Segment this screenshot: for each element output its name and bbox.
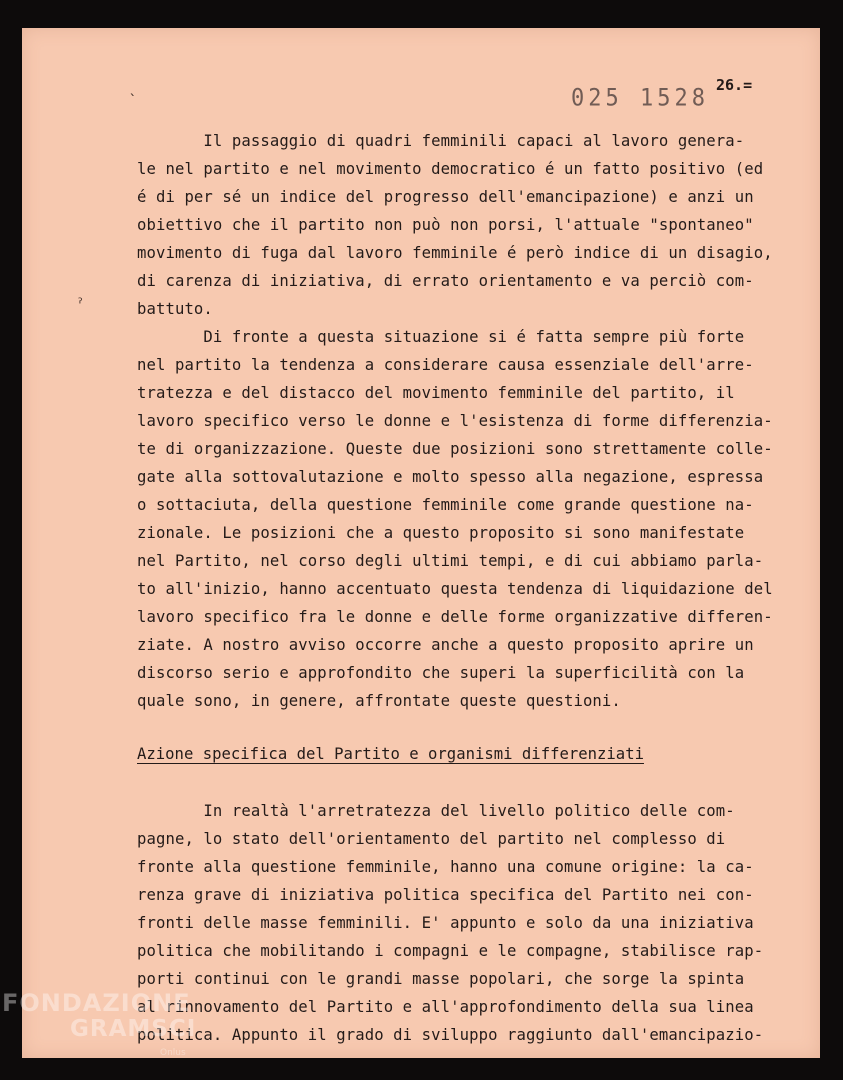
text-line: ziate. A nostro avviso occorre anche a questo proposito aprire un [137,636,754,654]
watermark-line-2: GRAMSCI [70,1016,197,1042]
text-line: o sottaciuta, della questione femminile come grande questione na- [137,496,754,514]
archive-stamp-number: 025 1528 [571,85,709,112]
page-number: 26.= [716,76,753,94]
text-line: te di organizzazione. Queste due posizioni sono strettamente colle- [137,440,773,458]
text-line: al rinnovamento del Partito e all'approfondimento della sua linea [137,998,754,1016]
text-line: le nel partito e nel movimento democratico é un fatto positivo (ed [137,160,764,178]
text-line: renza grave di iniziativa politica specifica del Partito nei con- [137,886,754,904]
text-line: di carenza di iniziativa, di errato orientamento e va perciò com- [137,272,754,290]
fondazione-gramsci-watermark [2,990,196,1042]
text-line: nel partito la tendenza a considerare causa essenziale dell'arre- [137,356,754,374]
text-line: tratezza e del distacco del movimento femminile del partito, il [137,384,735,402]
text-line: politica che mobilitando i compagni e le compagne, stabilisce rap- [137,942,764,960]
section-heading: Azione specifica del Partito e organismi differenziati [137,745,644,763]
text-line: Di fronte a questa situazione si é fatta sempre più forte [137,328,745,346]
text-line: politica. Appunto il grado di sviluppo raggiunto dall'emancipazio- [137,1026,764,1044]
watermark-subtitle: Onlus [160,1048,186,1058]
text-line: Il passaggio di quadri femminili capaci al lavoro genera- [137,132,745,150]
text-line: porti continui con le grandi masse popolari, che sorge la spinta [137,970,745,988]
text-line: obiettivo che il partito non può non porsi, l'attuale "spontaneo" [137,216,754,234]
text-line: movimento di fuga dal lavoro femminile é però indice di un disagio, [137,244,773,262]
text-line: to all'inizio, hanno accentuato questa tendenza di liquidazione del [137,580,773,598]
text-line: pagne, lo stato dell'orientamento del partito nel complesso di [137,830,726,848]
text-line: discorso serio e approfondito che superi la superficilità con la [137,664,745,682]
margin-mark: ˀ [76,298,85,314]
text-line: fronti delle masse femminili. E' appunto e solo da una iniziativa [137,914,754,932]
text-line: nel Partito, nel corso degli ultimi tempi, e di cui abbiamo parla- [137,552,764,570]
text-line: quale sono, in genere, affrontate queste questioni. [137,692,621,710]
text-line: gate alla sottovalutazione e molto spesso alla negazione, espressa [137,468,764,486]
ink-mark: ˎ [128,80,137,96]
text-line: lavoro specifico verso le donne e l'esistenza di forme differenzia- [137,412,773,430]
text-line: In realtà l'arretratezza del livello politico delle com- [137,802,735,820]
text-line: battuto. [137,300,213,318]
watermark-line-1: FONDAZIONE [2,989,191,1017]
text-line: zionale. Le posizioni che a questo proposito si sono manifestate [137,524,745,542]
text-line: é di per sé un indice del progresso dell'emancipazione) e anzi un [137,188,754,206]
text-line: fronte alla questione femminile, hanno una comune origine: la ca- [137,858,754,876]
text-line: lavoro specifico fra le donne e delle forme organizzative differen- [137,608,773,626]
